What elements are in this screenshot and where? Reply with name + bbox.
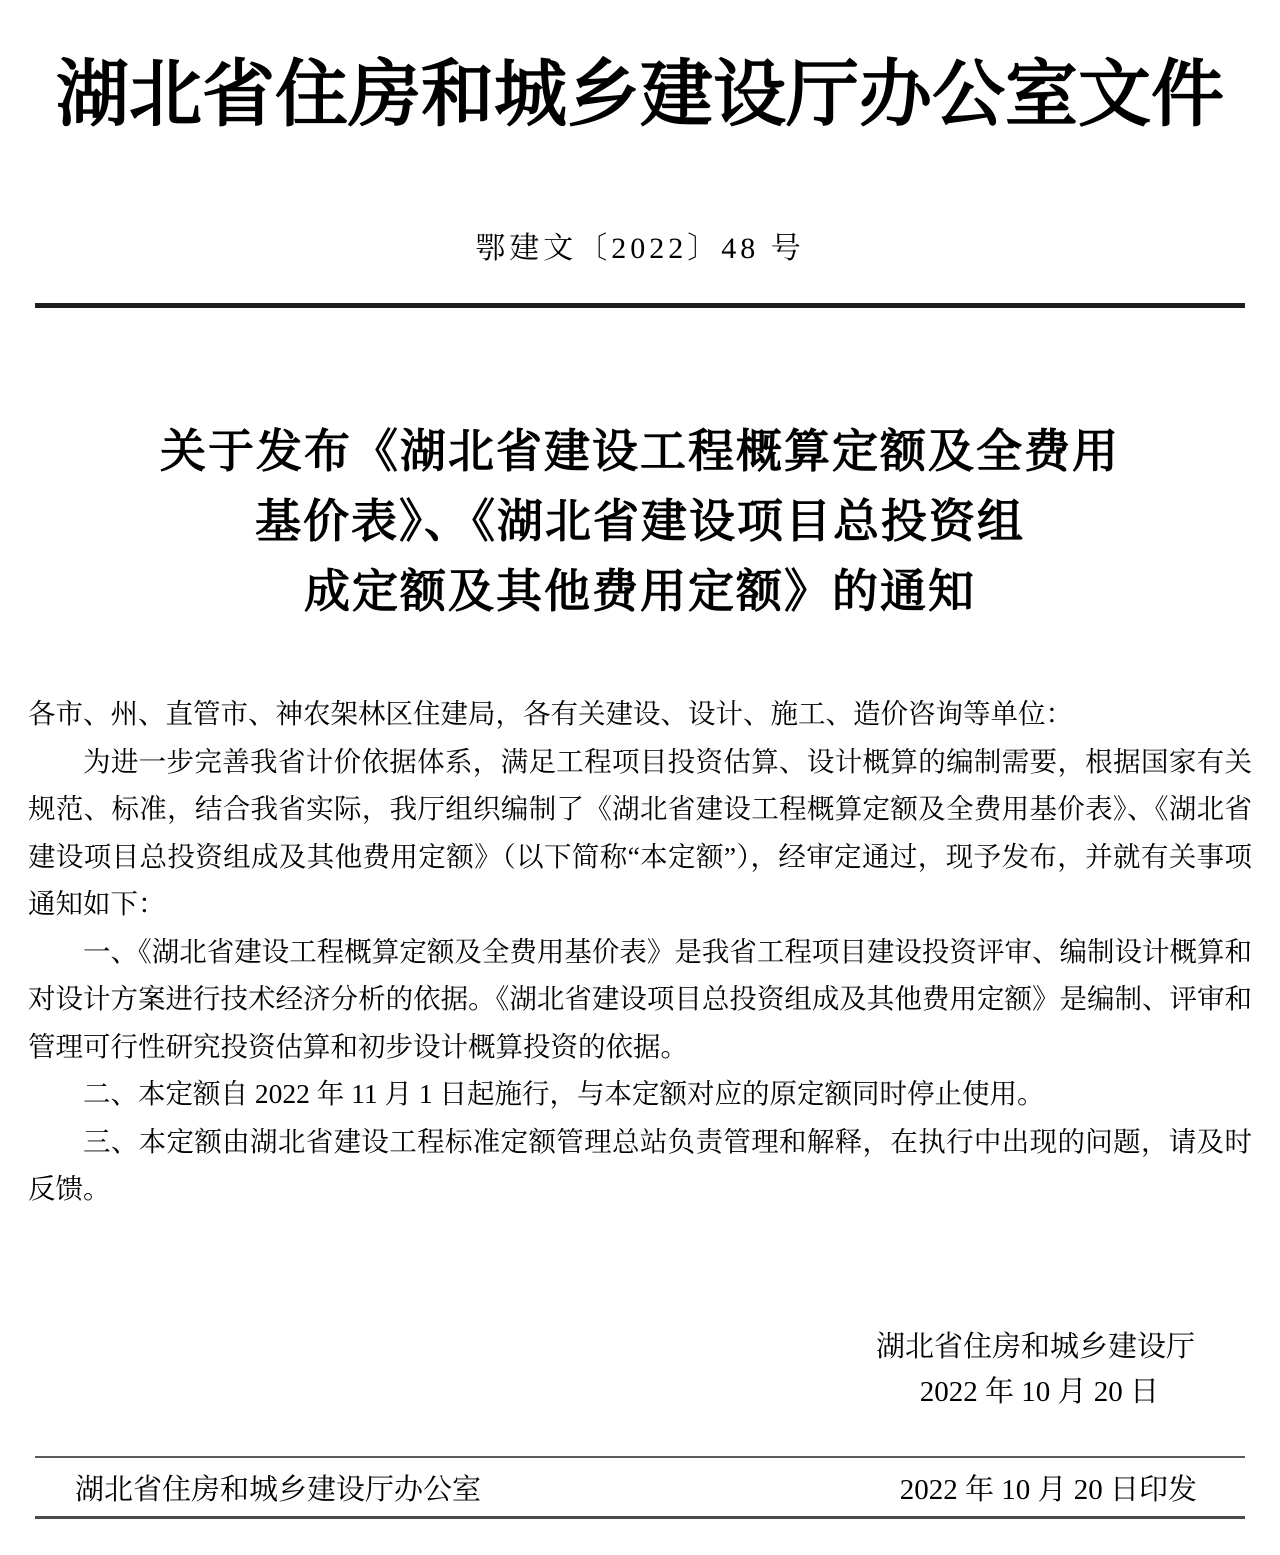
notice-title <box>0 416 1280 626</box>
body-paragraph-2: 一、《湖北省建设工程概算定额及全费用基价表》是我省工程项目建设投资评审、编制设计概算和对设计方案进行技术经济分析的依据。《湖北省建设项目总投资组成及其他费用定额》是编制、评审和管理可行性研究投资估算和初步设计概算投资的依据。 <box>28 935 1252 1062</box>
document-header-title: 湖北省住房和城乡建设厅办公室文件 <box>56 54 1224 135</box>
body-paragraph-1: 为进一步完善我省计价依据体系，满足工程项目投资估算、设计概算的编制需要，根据国家有关规范、标准，结合我省实际，我厅组织编制了《湖北省建设工程概算定额及全费用基价表》、《湖北省建设项目总投资组成及其他费用定额》（以下简称“本定额”），经审定通过，现予发布，并就有关事项通知如下： <box>28 745 1252 920</box>
notice-title-line-1: 关于发布《湖北省建设工程概算定额及全费用 <box>160 425 1120 478</box>
signature-block <box>0 1325 1280 1415</box>
document-number: 鄂建文〔2022〕48 号 <box>475 232 805 266</box>
footer-bottom-rule <box>35 1516 1245 1519</box>
notice-title-line-2: 基价表》、《湖北省建设项目总投资组 <box>255 495 1025 548</box>
footer-print-date: 2022 年 10 月 20 日印发 <box>899 1473 1197 1506</box>
page-footer <box>35 1456 1245 1519</box>
footer-row <box>35 1458 1245 1516</box>
footer-issuing-office: 湖北省住房和城乡建设厅办公室 <box>75 1473 482 1506</box>
header-divider-rule <box>35 303 1245 308</box>
body-paragraph-4: 三、本定额由湖北省建设工程标准定额管理总站负责管理和解释，在执行中出现的问题，请及时反馈。 <box>28 1125 1252 1205</box>
notice-title-line-3: 成定额及其他费用定额》的通知 <box>304 565 976 618</box>
notice-body <box>28 690 1252 1213</box>
signature-date: 2022 年 10 月 20 日 <box>919 1375 1159 1408</box>
signature-organization: 湖北省住房和城乡建设厅 <box>875 1330 1195 1363</box>
salutation-line: 各市、州、直管市、神农架林区住建局，各有关建设、设计、施工、造价咨询等单位： <box>28 698 1073 730</box>
body-paragraph-3: 二、本定额自 2022 年 11 月 1 日起施行，与本定额对应的原定额同时停止使用。 <box>83 1078 1045 1110</box>
